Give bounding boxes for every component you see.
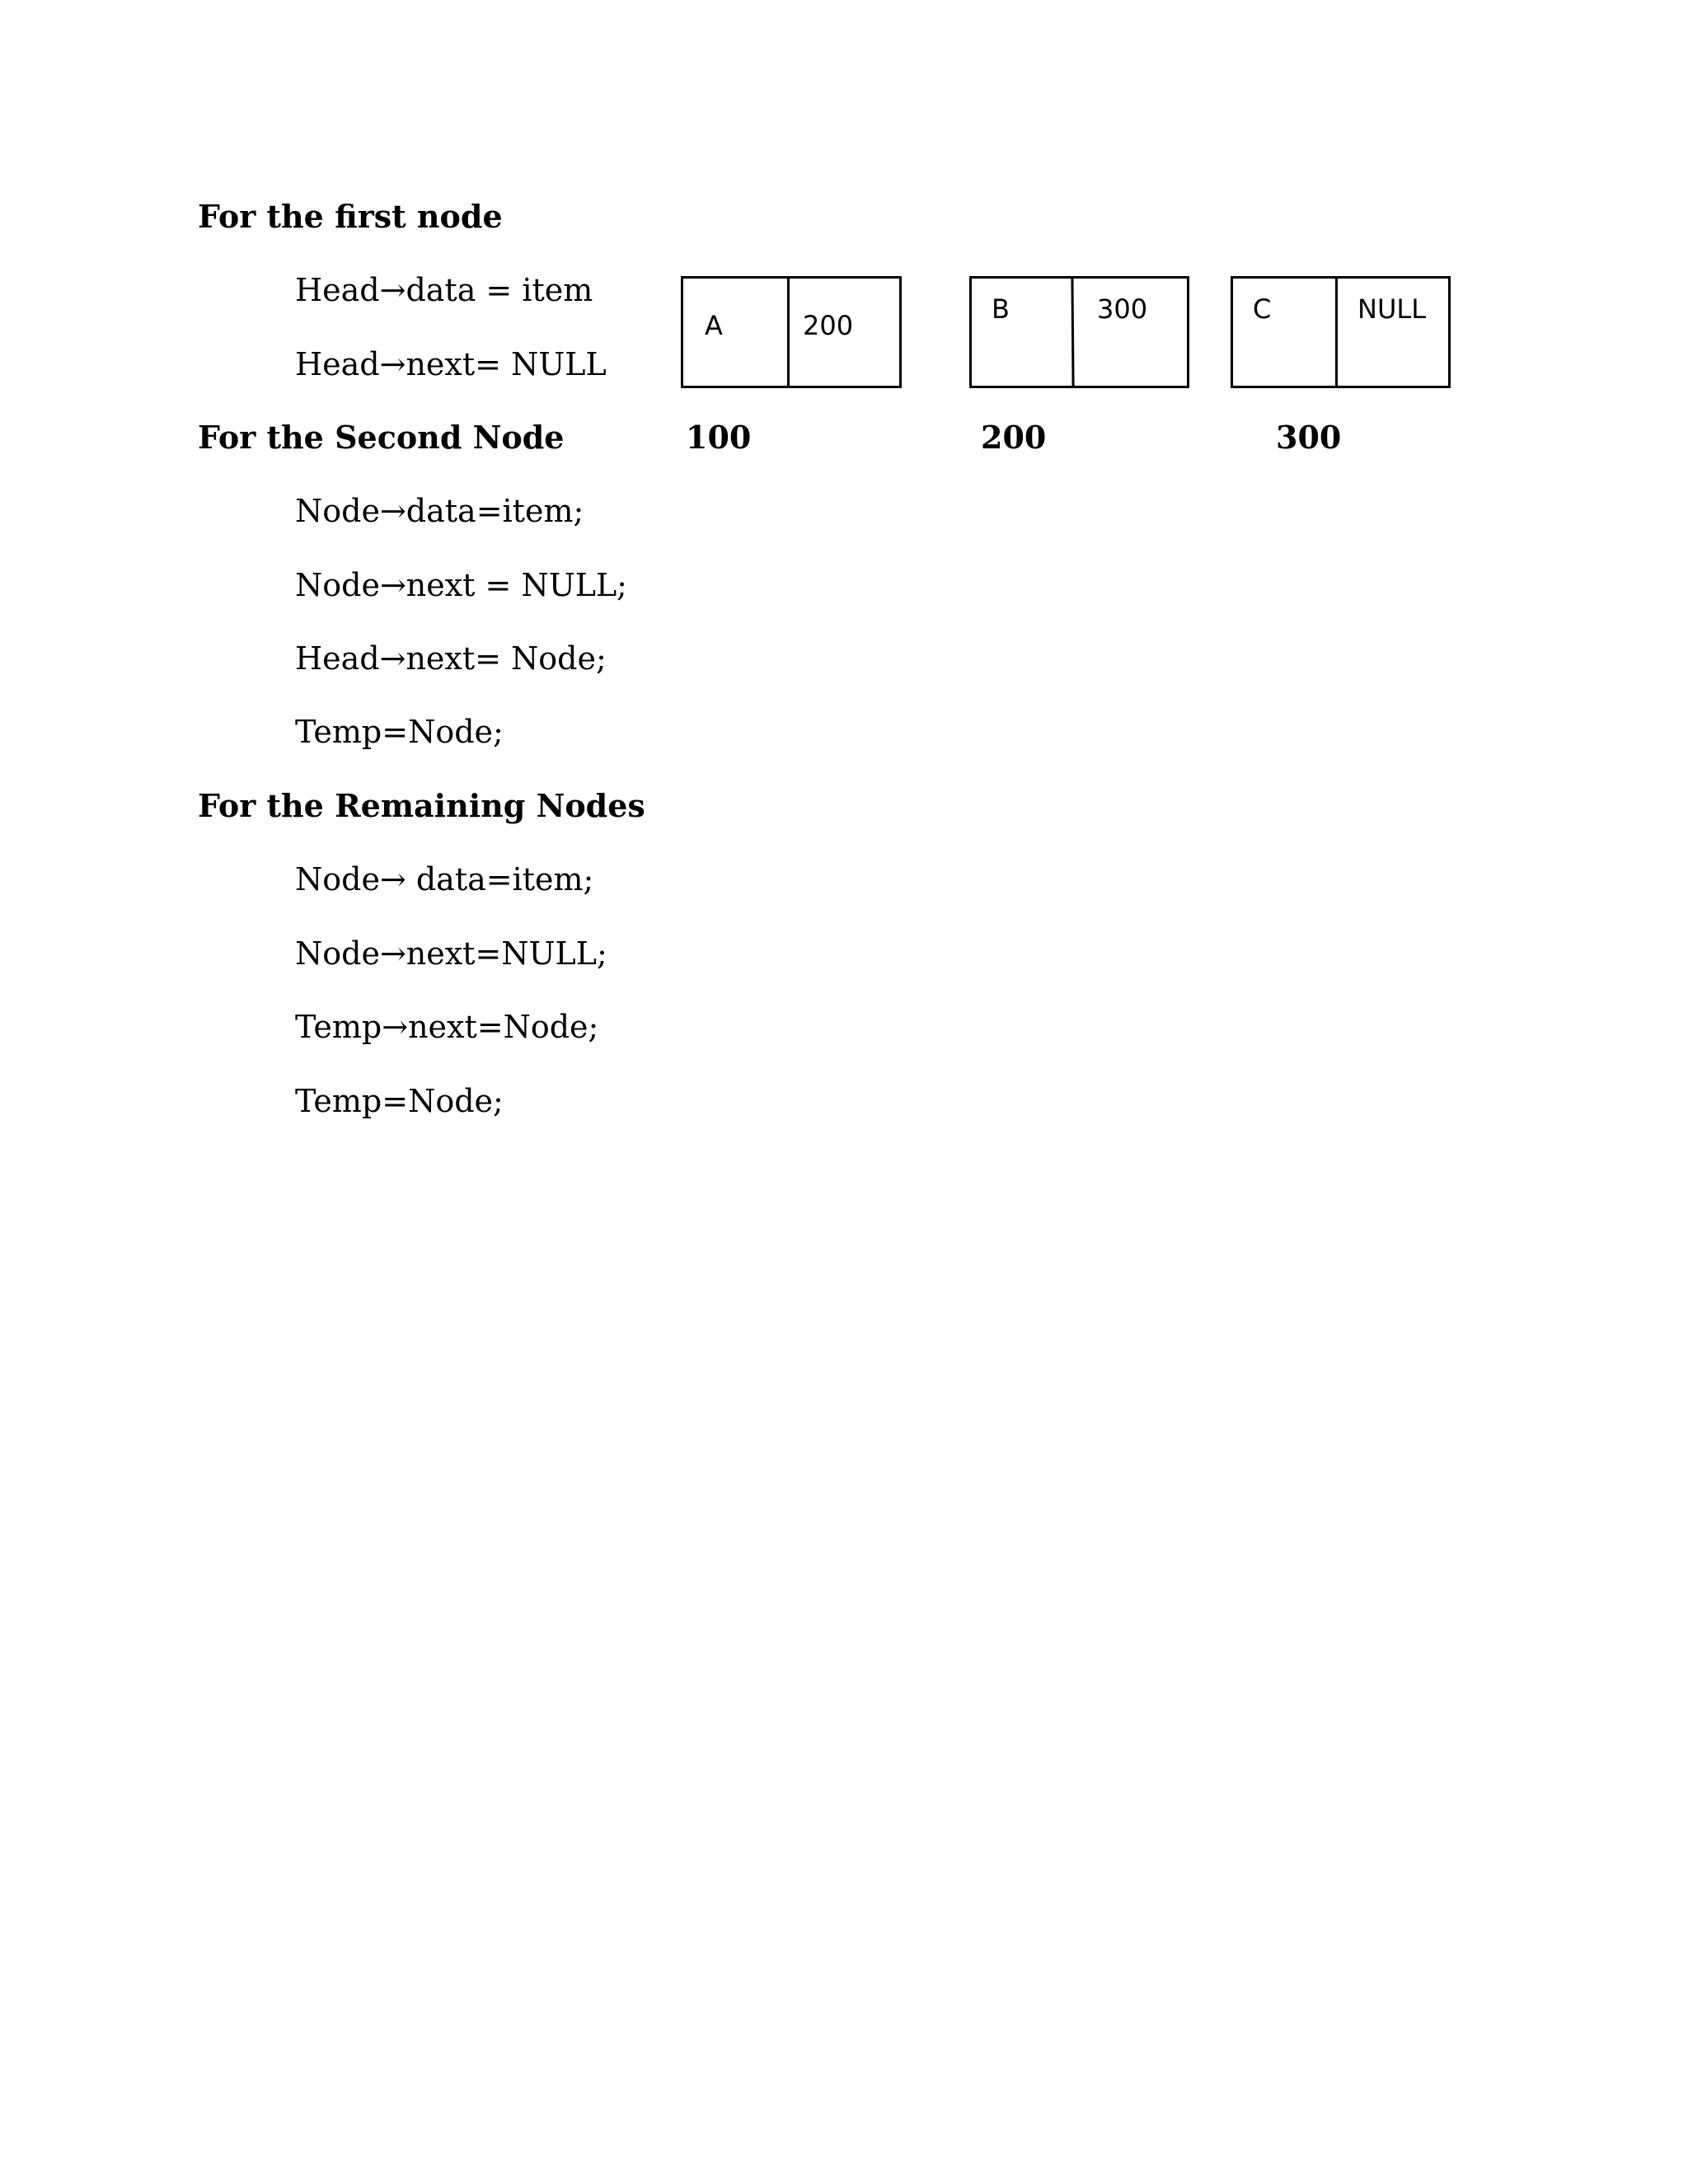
node-data-cell (683, 279, 789, 386)
node-address-label: 300 (1276, 419, 1342, 456)
code-line: Node→data=item; (295, 493, 584, 529)
node-pointer-value: 200 (803, 310, 854, 341)
node-data-cell (972, 279, 1073, 386)
node-address-label: 100 (686, 419, 752, 456)
code-line: Head→data = item (295, 272, 593, 308)
node-pointer-cell (1074, 279, 1187, 386)
node-data-cell (1233, 279, 1337, 386)
section-heading-remaining-nodes: For the Remaining Nodes (198, 787, 645, 824)
code-line: Node→next = NULL; (295, 567, 627, 603)
node-data-value: B (992, 293, 1010, 325)
node-data-value: C (1253, 293, 1272, 325)
list-node-3 (1231, 276, 1451, 388)
node-pointer-value: 300 (1097, 293, 1148, 325)
code-line: Temp→next=Node; (295, 1009, 599, 1045)
code-line: Node→ data=item; (295, 861, 594, 898)
code-line: Head→next= NULL (295, 346, 607, 382)
code-line: Head→next= Node; (295, 640, 607, 677)
node-pointer-cell (1338, 279, 1448, 386)
code-line: Temp=Node; (295, 1083, 504, 1119)
node-data-value: A (705, 310, 723, 341)
section-heading-first-node: For the first node (198, 198, 503, 235)
code-line: Temp=Node; (295, 714, 504, 750)
node-pointer-value: NULL (1357, 293, 1427, 325)
node-address-label: 200 (981, 419, 1047, 456)
code-line: Node→next=NULL; (295, 935, 607, 972)
section-heading-second-node: For the Second Node (198, 419, 565, 456)
list-node-2 (969, 276, 1189, 388)
list-node-1 (681, 276, 902, 388)
node-pointer-cell (790, 279, 899, 386)
